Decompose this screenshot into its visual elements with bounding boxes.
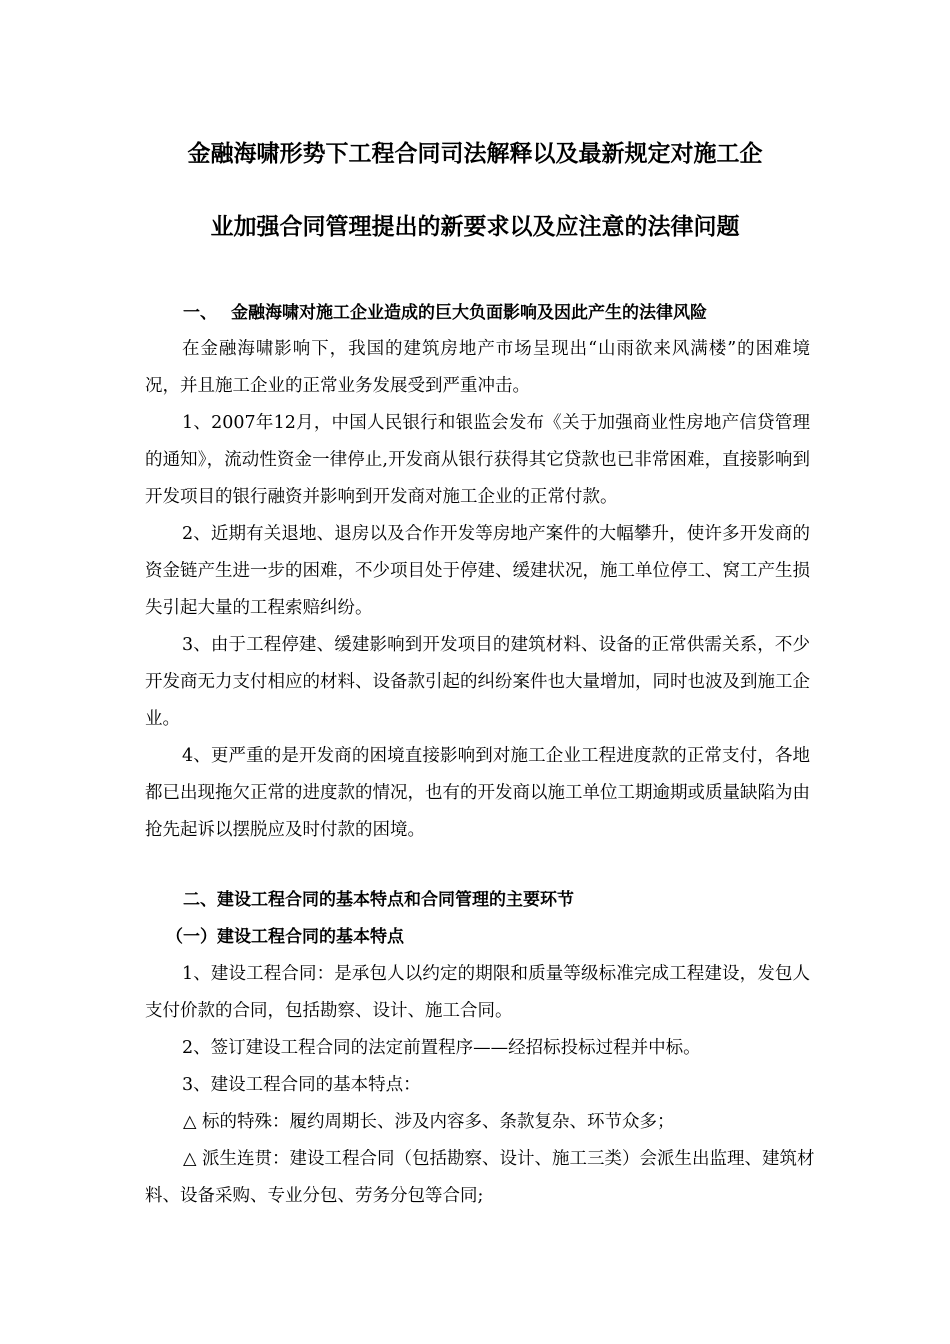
section-1-item-3: 3、由于工程停建、缓建影响到开发项目的建筑材料、设备的正常供需关系，不少开发商无力支付相应的材料、设备款引起的纠纷案件也大量增加，同时也波及到施工企业。 xyxy=(145,635,810,729)
section-1-item-2: 2、近期有关退地、退房以及合作开发等房地产案件的大幅攀升，使许多开发商的资金链产生进一步的困难，不少项目处于停建、缓建状况，施工单位停工、窝工产生损失引起大量的工程索赔纠纷。 xyxy=(145,524,810,618)
section-1-heading xyxy=(183,301,707,325)
section-1-intro: 在金融海啸影响下，我国的建筑房地产市场呈现出“山雨欲来风满楼”的困难境况，并且施工企业的正常业务发展受到严重冲击。 xyxy=(145,339,810,396)
section-2-item-3: 3、建设工程合同的基本特点： xyxy=(182,1075,421,1095)
section-1-heading-text: 金融海啸对施工企业造成的巨大负面影响及因此产生的法律风险 xyxy=(231,303,707,323)
section-1-item-4: 4、更严重的是开发商的困境直接影响到对施工企业工程进度款的正常支付，各地都已出现拖欠正常的进度款的情况，也有的开发商以施工单位工期逾期或质量缺陷为由抢先起诉以摆脱应及时付款的困境。 xyxy=(145,746,810,840)
section-2-item-1: 1、建设工程合同：是承包人以约定的期限和质量等级标准完成工程建设，发包人支付价款的合同，包括勘察、设计、施工合同。 xyxy=(145,964,810,1021)
section-2-bullet-1: △ 标的特殊：履约周期长、涉及内容多、条款复杂、环节众多； xyxy=(183,1112,675,1132)
section-2-subheading-1: （一）建设工程合同的基本特点 xyxy=(166,927,404,947)
document-title-line-1: 金融海啸形势下工程合同司法解释以及最新规定对施工企 xyxy=(187,141,763,167)
document-title-line-2: 业加强合同管理提出的新要求以及应注意的法律问题 xyxy=(210,214,740,240)
section-2-item-2: 2、签订建设工程合同的法定前置程序——经招标投标过程并中标。 xyxy=(182,1038,701,1058)
section-1-number: 一、 xyxy=(183,303,217,323)
section-2-heading: 二、建设工程合同的基本特点和合同管理的主要环节 xyxy=(183,890,574,910)
section-1-item-1: 1、2007年12月，中国人民银行和银监会发布《关于加强商业性房地产信贷管理的通知》，流动性资金一律停止,开发商从银行获得其它贷款也已非常困难，直接影响到开发项目的银行融资并影响到开发商对施工企业的正常付款。 xyxy=(145,413,810,507)
section-2-bullet-2: △ 派生连贯：建设工程合同（包括勘察、设计、施工三类）会派生出监理、建筑材料、设备采购、专业分包、劳务分包等合同; xyxy=(145,1149,815,1206)
